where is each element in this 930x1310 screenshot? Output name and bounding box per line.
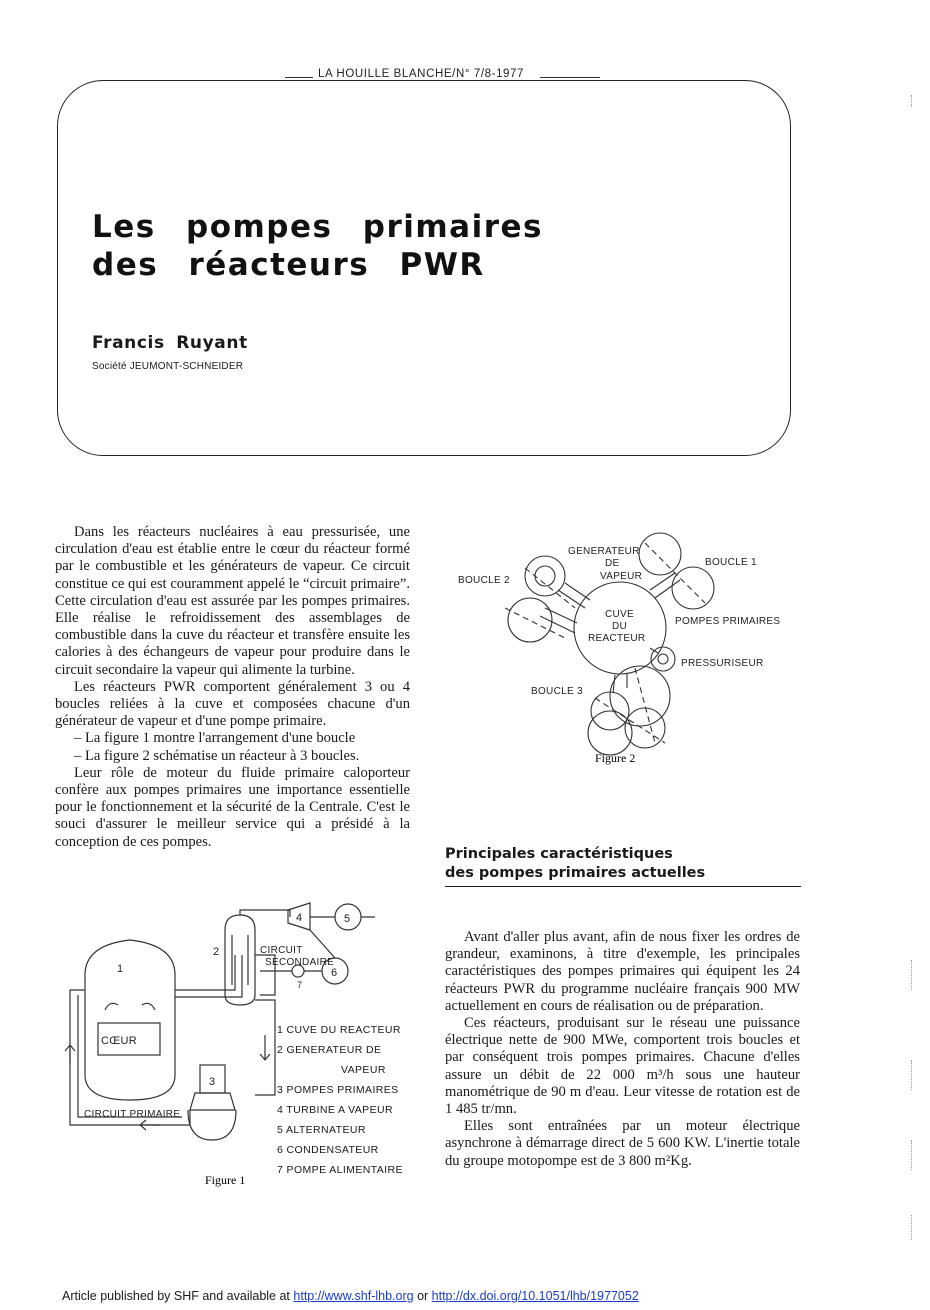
paragraph: Dans les réacteurs nucléaires à eau pressurisée, une circulation d'eau est établie entre le cœur du réacteur formé par le combustible et les générateurs de vapeur. Ce circuit constitue ce qui est couramment appelé le “circuit primaire”. Cette circulation d'eau est assurée par les pompes primaires. Elle réalise le refroidissement des assemblages de combustible dans la cuve du réacteur et transfère ensuite les calories à des échangeurs de vapeur pour produire dans le circuit secondaire la vapeur qui alimente la turbine. bbox=[55, 524, 410, 678]
fig2-label-reacteur: REACTEUR bbox=[588, 633, 646, 644]
body-column-right bbox=[445, 929, 800, 1170]
article-title bbox=[92, 208, 543, 284]
fig2-label-boucle3: BOUCLE 3 bbox=[531, 686, 583, 697]
fig1-label-coeur: CŒUR bbox=[101, 1035, 138, 1047]
paragraph: Ces réacteurs, produisant sur le réseau une puissance électrique nette de 900 MWe, comportent trois boucles et par conséquent trois pompes primaires. Chacune d'elles assure un débit de 22 000 m³/h sous une hauteur manométrique de 90 m d'eau. Leur vitesse de rotation est de 1 485 tr/mn. bbox=[445, 1015, 800, 1118]
scan-mark bbox=[911, 95, 914, 107]
header-rule-left bbox=[285, 77, 313, 78]
fig1-label-6: 6 bbox=[331, 967, 338, 979]
legend-item: 3 POMPES PRIMAIRES bbox=[277, 1084, 399, 1096]
fig2-label-de: DE bbox=[605, 558, 620, 569]
fig1-label-3: 3 bbox=[209, 1076, 216, 1088]
legend-item: 5 ALTERNATEUR bbox=[277, 1124, 366, 1136]
section-rule bbox=[445, 886, 801, 887]
list-item: – La figure 1 montre l'arrangement d'une boucle bbox=[74, 730, 356, 747]
fig2-label-pompes: POMPES PRIMAIRES bbox=[675, 616, 781, 627]
figure-1-caption: Figure 1 bbox=[205, 1173, 246, 1187]
author-name: Francis Ruyant bbox=[92, 333, 248, 353]
scan-mark bbox=[911, 1215, 914, 1240]
footer-link-doi[interactable]: http://dx.doi.org/10.1051/lhb/1977052 bbox=[431, 1289, 639, 1303]
fig1-label-circuit-primaire: CIRCUIT PRIMAIRE bbox=[84, 1109, 181, 1120]
body-column-left bbox=[55, 524, 410, 851]
figure-2-diagram bbox=[445, 528, 805, 773]
fig1-label-1: 1 bbox=[117, 963, 124, 975]
figure-2-caption: Figure 2 bbox=[595, 751, 636, 765]
paragraph: Leur rôle de moteur du fluide primaire caloporteur confère aux pompes primaires une importance essentielle pour le fonctionnement et la sécurité de la Centrale. C'est le souci d'assurer le meilleur service qui a présidé à la conception de ces pompes. bbox=[55, 764, 410, 850]
section-heading-line-1: Principales caractéristiques bbox=[445, 846, 673, 862]
scan-mark bbox=[911, 1060, 914, 1090]
legend-item: 1 CUVE DU REACTEUR bbox=[277, 1024, 401, 1036]
footer-link-shf[interactable]: http://www.shf-lhb.org bbox=[293, 1289, 414, 1303]
fig1-label-4: 4 bbox=[296, 912, 303, 924]
fig1-label-5: 5 bbox=[344, 913, 351, 925]
section-heading-line-2: des pompes primaires actuelles bbox=[445, 865, 706, 881]
author-affiliation: Société JEUMONT-SCHNEIDER bbox=[92, 361, 244, 372]
header-rule-right bbox=[540, 77, 600, 78]
title-line-2: des réacteurs PWR bbox=[92, 247, 485, 283]
paragraph: Les réacteurs PWR comportent généralement 3 ou 4 boucles reliées à la cuve et composées chacune d'un générateur de vapeur et d'une pompe primaire. bbox=[55, 678, 410, 730]
footer-citation bbox=[62, 1289, 639, 1303]
paragraph: Avant d'aller plus avant, afin de nous fixer les ordres de grandeur, examinons, à titre d'exemple, les principales caractéristiques des pompes primaires qui équipent les 24 réacteurs PWR du programme nucléaire français 900 MW actuellement en cours de réalisation ou de préparation. bbox=[445, 929, 800, 1014]
legend-item: VAPEUR bbox=[341, 1064, 386, 1076]
fig2-label-boucle1: BOUCLE 1 bbox=[705, 557, 757, 568]
paragraph: Elles sont entraînées par un moteur électrique asynchrone à démarrage direct de 5 600 KW. L'inertie totale du groupe motopompe est de 3 800 m²Kg. bbox=[445, 1118, 800, 1169]
footer-middle: or bbox=[413, 1289, 432, 1303]
fig1-label-secondaire: SECONDAIRE bbox=[265, 957, 335, 968]
scan-mark bbox=[911, 960, 914, 990]
list-item: – La figure 2 schématise un réacteur à 3 boucles. bbox=[74, 747, 360, 764]
fig2-label-du: DU bbox=[612, 621, 628, 632]
section-heading bbox=[445, 845, 801, 883]
fig2-label-boucle2: BOUCLE 2 bbox=[458, 575, 510, 586]
journal-header-text: LA HOUILLE BLANCHE/N° 7/8-1977 bbox=[318, 68, 525, 80]
fig1-label-7: 7 bbox=[297, 980, 303, 990]
legend-item: 7 POMPE ALIMENTAIRE bbox=[277, 1164, 403, 1176]
title-line-1: Les pompes primaires bbox=[92, 209, 543, 245]
footer-prefix: Article published by SHF and available at bbox=[62, 1289, 294, 1303]
fig2-label-generateur: GENERATEUR bbox=[568, 546, 640, 557]
fig2-label-cuve: CUVE bbox=[605, 609, 634, 620]
scan-mark bbox=[911, 1140, 914, 1170]
legend-item: 6 CONDENSATEUR bbox=[277, 1144, 379, 1156]
fig2-label-pressuriseur: PRESSURISEUR bbox=[681, 658, 764, 669]
fig1-label-2: 2 bbox=[213, 946, 220, 958]
legend-item: 4 TURBINE A VAPEUR bbox=[277, 1104, 393, 1116]
figure-1-legend bbox=[277, 1020, 403, 1180]
legend-item: 2 GENERATEUR DE bbox=[277, 1044, 382, 1056]
reactor-vessel-shape bbox=[85, 940, 175, 1100]
fig1-label-circuit: CIRCUIT bbox=[260, 945, 303, 956]
fig2-label-vapeur: VAPEUR bbox=[600, 571, 643, 582]
